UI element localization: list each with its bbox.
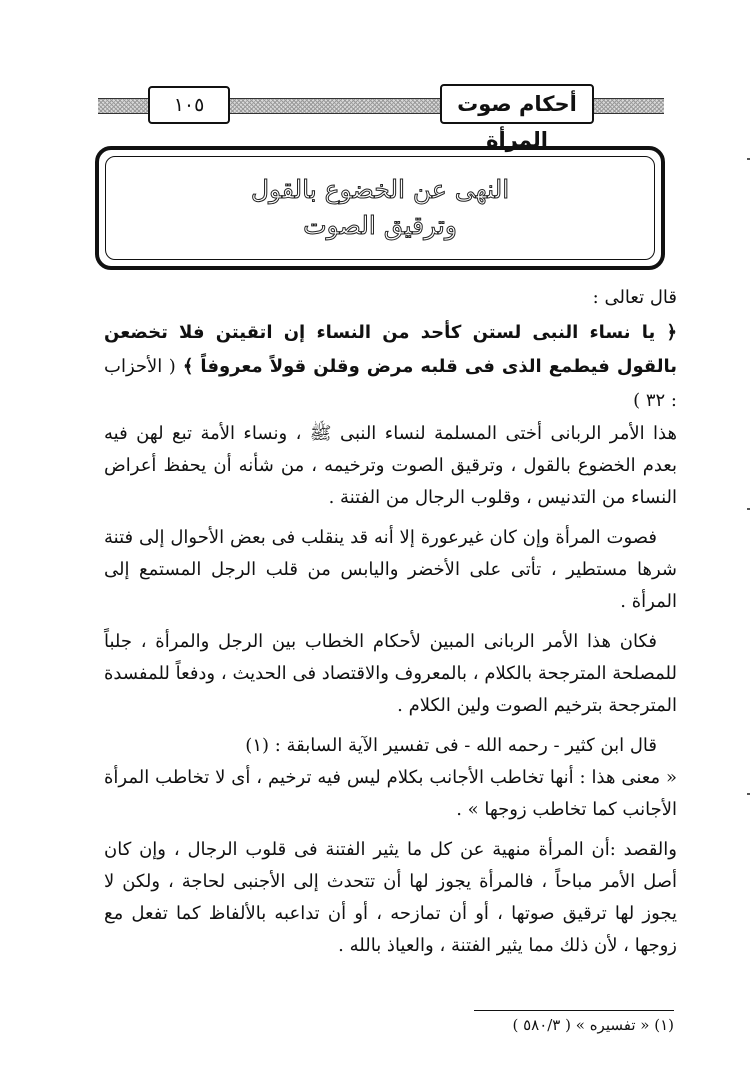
paragraph-4: قال ابن كثير - رحمه الله - فى تفسير الآية السابقة : (١)	[245, 735, 657, 756]
chapter-title-line-2: وترقيق الصوت	[303, 211, 457, 240]
chapter-title-box	[95, 146, 665, 270]
paragraph-5: والقصد :أن المرأة منهية عن كل ما يثير الفتنة فى قلوب الرجال ، وإن كان أصل الأمر مباحاً ، فالمرأة يجوز لها أن تتحدث إلى الأجنبى لحاجة ، ولكن لا يجوز لها ترقيق صوتها ، أو أن تمازحه ، أو أن تداعبه بالألفاظ كما تفعل مع زوجها ، لأن ذلك مما يثير الفتنة ، والعياذ بالله .	[104, 839, 677, 956]
page-number: ١٠٥	[148, 86, 230, 124]
running-header-title: أحكام صوت المرأة	[440, 84, 594, 124]
verse-text: ﴿ يا نساء النبى لستن كأحد من النساء إن اتقيتن فلا تخضعن بالقول فيطمع الذى فى قلبه مرض وقلن قولاً معروفاً ﴾	[104, 322, 677, 377]
verse-intro: قال تعالى :	[592, 287, 677, 308]
paragraph-3: فكان هذا الأمر الربانى المبين لأحكام الخطاب بين الرجل والمرأة ، جلباً للمصلحة المترجحة بالكلام ، بالمعروف والاقتصاد فى الحديث ، ودفعاً للمفسدة المترجحة بترخيم الصوت ولين الكلام .	[104, 631, 677, 716]
quran-verse	[104, 316, 677, 418]
paragraph-2: فصوت المرأة وإن كان غيرعورة إلا أنه قد ينقلب فى بعض الأحوال إلى فتنة شرها مستطير ، تأتى على الأخضر واليابس من قلب الرجل المستمع إلى المرأة .	[104, 527, 677, 612]
quotation: « معنى هذا : أنها تخاطب الأجانب بكلام ليس فيه ترخيم ، أى لا تخاطب المرأة الأجانب كما تخاطب زوجها » .	[104, 767, 677, 820]
footnote: (١) « تفسيره » ( ٥٨٠/٣ )	[512, 1016, 674, 1034]
body-text	[104, 282, 677, 962]
verse-reference: ( الأحزاب : ٣٢ )	[104, 356, 677, 411]
footnote-separator	[474, 1010, 674, 1011]
chapter-title-line-1: النهى عن الخضوع بالقول	[250, 175, 510, 204]
paragraph-1: هذا الأمر الربانى أختى المسلمة لنساء النبى ﷺ ، ونساء الأمة تبع لهن فيه بعدم الخضوع بالقول ، وترقيق الصوت وترخيمه ، من شأنه أن يحفظ أعراض النساء من التدنيس ، وقلوب الرجال من الفتنة .	[104, 423, 677, 508]
chapter-title-frame	[105, 156, 655, 260]
